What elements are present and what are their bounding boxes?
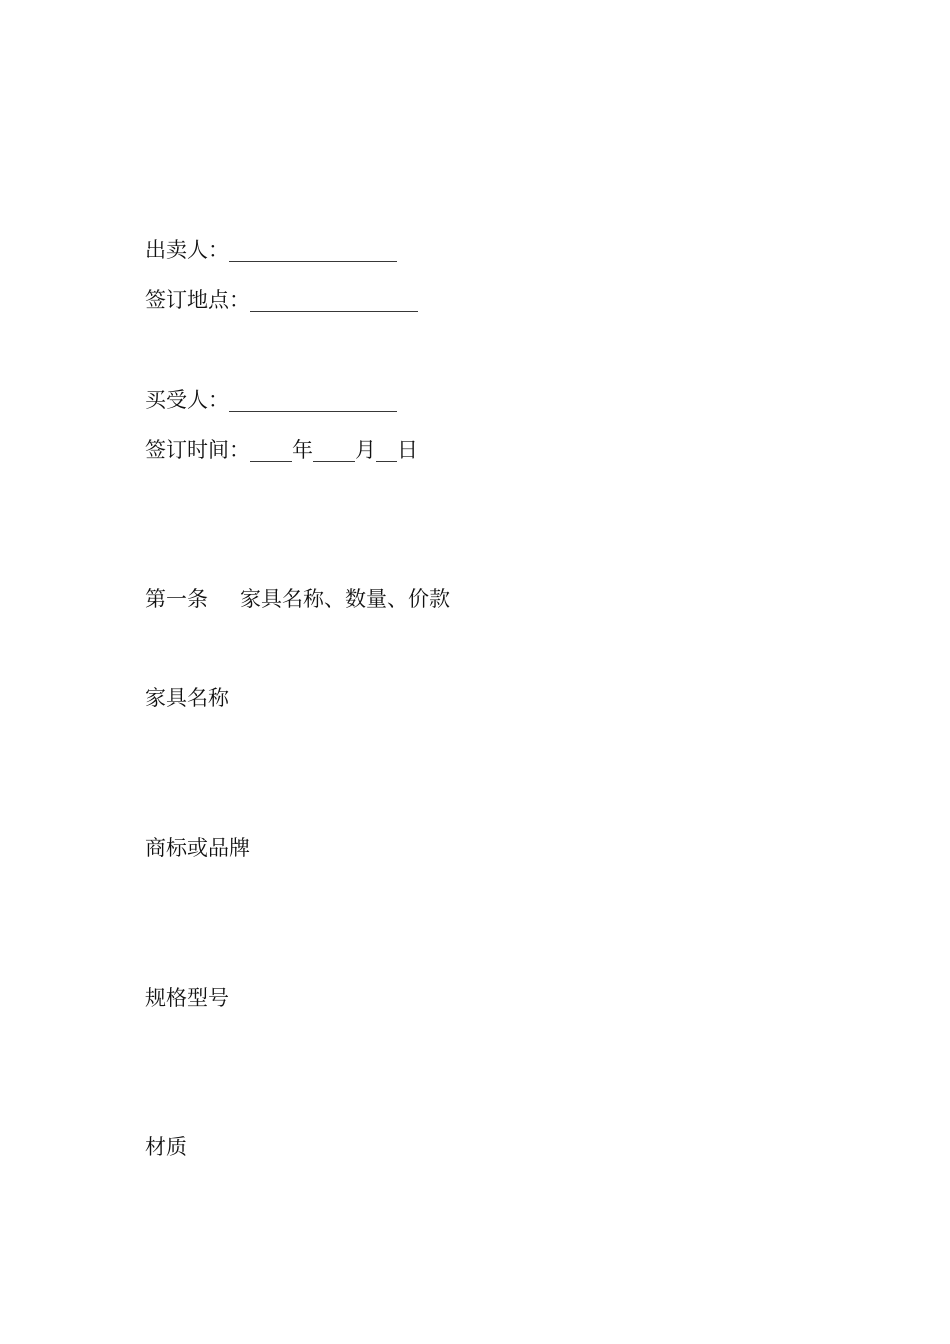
seller-line <box>145 236 397 264</box>
field-trademark-brand: 商标或品牌 <box>145 836 250 860</box>
seller-blank: ________________ <box>229 238 397 262</box>
field-specification-model: 规格型号 <box>145 986 229 1010</box>
month-blank: ____ <box>313 438 355 462</box>
signing-date-line <box>145 436 418 464</box>
signing-place-label: 签订地点： <box>145 288 250 312</box>
buyer-line <box>145 386 397 414</box>
article-1-title: 家具名称、数量、价款 <box>240 587 450 611</box>
signing-date-label: 签订时间： <box>145 438 250 462</box>
day-label: 日 <box>397 438 418 462</box>
article-1-heading <box>145 585 450 613</box>
seller-label: 出卖人： <box>145 238 229 262</box>
year-label: 年 <box>292 438 313 462</box>
month-label: 月 <box>355 438 376 462</box>
field-furniture-name: 家具名称 <box>145 686 229 710</box>
buyer-label: 买受人： <box>145 388 229 412</box>
signing-place-blank: ________________ <box>250 288 418 312</box>
buyer-blank: ________________ <box>229 388 397 412</box>
signing-place-line <box>145 286 418 314</box>
year-blank: ____ <box>250 438 292 462</box>
day-blank: __ <box>376 438 397 462</box>
article-1-number: 第一条 <box>145 587 208 611</box>
field-material: 材质 <box>145 1135 187 1159</box>
